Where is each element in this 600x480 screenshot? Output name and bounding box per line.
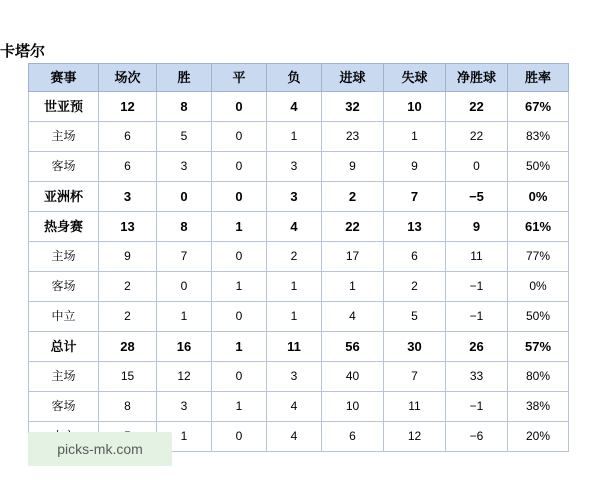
table-row	[29, 92, 569, 122]
column-header-goals-against: 失球	[384, 64, 446, 92]
cell-goals-for: 1	[322, 272, 384, 302]
cell-goals-for: 17	[322, 242, 384, 272]
cell-goals-against: 30	[384, 332, 446, 362]
cell-goal-difference: 26	[446, 332, 508, 362]
cell-goals-against: 12	[384, 422, 446, 452]
cell-losses: 4	[267, 92, 322, 122]
cell-losses: 4	[267, 392, 322, 422]
table-row	[29, 302, 569, 332]
column-header-competition: 赛事	[29, 64, 99, 92]
cell-wins: 7	[157, 242, 212, 272]
cell-goals-against: 7	[384, 362, 446, 392]
watermark	[28, 432, 172, 466]
column-header-matches: 场次	[99, 64, 157, 92]
cell-wins: 1	[157, 422, 212, 452]
cell-goal-difference: 33	[446, 362, 508, 392]
cell-win-rate: 83%	[508, 122, 569, 152]
column-header-goal-difference: 净胜球	[446, 64, 508, 92]
row-label: 客场	[29, 272, 99, 302]
row-label: 亚洲杯	[29, 182, 99, 212]
cell-wins: 5	[157, 122, 212, 152]
cell-win-rate: 0%	[508, 272, 569, 302]
cell-win-rate: 50%	[508, 302, 569, 332]
cell-goals-against: 9	[384, 152, 446, 182]
stats-table-container	[28, 63, 568, 452]
cell-goals-for: 32	[322, 92, 384, 122]
cell-losses: 4	[267, 422, 322, 452]
column-header-losses: 负	[267, 64, 322, 92]
cell-matches: 12	[99, 92, 157, 122]
cell-win-rate: 67%	[508, 92, 569, 122]
cell-goals-for: 23	[322, 122, 384, 152]
cell-matches: 15	[99, 362, 157, 392]
cell-wins: 0	[157, 182, 212, 212]
cell-matches: 3	[99, 182, 157, 212]
cell-matches: 6	[99, 152, 157, 182]
cell-goal-difference: −5	[446, 182, 508, 212]
table-body	[29, 92, 569, 452]
cell-goals-against: 6	[384, 242, 446, 272]
cell-draws: 0	[212, 152, 267, 182]
column-header-wins: 胜	[157, 64, 212, 92]
cell-goal-difference: −1	[446, 302, 508, 332]
header-row	[29, 64, 569, 92]
cell-wins: 3	[157, 392, 212, 422]
cell-losses: 3	[267, 362, 322, 392]
cell-goals-against: 10	[384, 92, 446, 122]
cell-goals-against: 11	[384, 392, 446, 422]
cell-losses: 3	[267, 182, 322, 212]
table-row	[29, 272, 569, 302]
cell-goals-for: 40	[322, 362, 384, 392]
row-label: 世亚预	[29, 92, 99, 122]
cell-goals-for: 10	[322, 392, 384, 422]
table-row	[29, 122, 569, 152]
cell-wins: 0	[157, 272, 212, 302]
cell-goal-difference: 0	[446, 152, 508, 182]
cell-matches: 2	[99, 302, 157, 332]
row-label: 主场	[29, 362, 99, 392]
cell-goals-against: 7	[384, 182, 446, 212]
cell-matches: 13	[99, 212, 157, 242]
cell-wins: 1	[157, 302, 212, 332]
cell-draws: 0	[212, 242, 267, 272]
cell-goal-difference: 22	[446, 92, 508, 122]
cell-wins: 12	[157, 362, 212, 392]
cell-goals-for: 56	[322, 332, 384, 362]
cell-goals-for: 4	[322, 302, 384, 332]
cell-win-rate: 0%	[508, 182, 569, 212]
table-header	[29, 64, 569, 92]
cell-goal-difference: 11	[446, 242, 508, 272]
cell-win-rate: 38%	[508, 392, 569, 422]
row-label: 主场	[29, 242, 99, 272]
table-row	[29, 212, 569, 242]
column-header-goals-for: 进球	[322, 64, 384, 92]
cell-draws: 0	[212, 302, 267, 332]
cell-draws: 1	[212, 212, 267, 242]
cell-win-rate: 61%	[508, 212, 569, 242]
cell-draws: 0	[212, 182, 267, 212]
stats-table	[28, 63, 569, 452]
cell-matches: 9	[99, 242, 157, 272]
cell-win-rate: 57%	[508, 332, 569, 362]
cell-wins: 16	[157, 332, 212, 362]
cell-goals-against: 1	[384, 122, 446, 152]
table-row	[29, 152, 569, 182]
cell-goals-for: 22	[322, 212, 384, 242]
table-row	[29, 242, 569, 272]
cell-losses: 11	[267, 332, 322, 362]
cell-goal-difference: −1	[446, 392, 508, 422]
cell-goal-difference: −6	[446, 422, 508, 452]
cell-goal-difference: −1	[446, 272, 508, 302]
cell-losses: 4	[267, 212, 322, 242]
page-title: 卡塔尔	[0, 43, 46, 60]
cell-win-rate: 50%	[508, 152, 569, 182]
cell-draws: 0	[212, 362, 267, 392]
row-label: 客场	[29, 392, 99, 422]
cell-draws: 1	[212, 272, 267, 302]
row-label: 客场	[29, 152, 99, 182]
cell-wins: 8	[157, 92, 212, 122]
row-label: 中立	[29, 302, 99, 332]
cell-losses: 1	[267, 122, 322, 152]
cell-wins: 3	[157, 152, 212, 182]
cell-goals-for: 2	[322, 182, 384, 212]
cell-draws: 0	[212, 92, 267, 122]
cell-win-rate: 77%	[508, 242, 569, 272]
table-row	[29, 392, 569, 422]
cell-win-rate: 80%	[508, 362, 569, 392]
table-row	[29, 332, 569, 362]
cell-goals-against: 13	[384, 212, 446, 242]
cell-matches: 8	[99, 392, 157, 422]
cell-goals-for: 6	[322, 422, 384, 452]
row-label: 总计	[29, 332, 99, 362]
cell-goal-difference: 9	[446, 212, 508, 242]
row-label: 热身赛	[29, 212, 99, 242]
cell-draws: 0	[212, 122, 267, 152]
cell-losses: 3	[267, 152, 322, 182]
row-label: 主场	[29, 122, 99, 152]
cell-wins: 8	[157, 212, 212, 242]
cell-draws: 0	[212, 422, 267, 452]
cell-goals-against: 5	[384, 302, 446, 332]
watermark-text: picks-mk.com	[57, 441, 143, 457]
cell-goal-difference: 22	[446, 122, 508, 152]
cell-goals-for: 9	[322, 152, 384, 182]
column-header-win-rate: 胜率	[508, 64, 569, 92]
cell-draws: 1	[212, 392, 267, 422]
table-row	[29, 362, 569, 392]
cell-goals-against: 2	[384, 272, 446, 302]
cell-matches: 2	[99, 272, 157, 302]
cell-losses: 1	[267, 272, 322, 302]
cell-losses: 1	[267, 302, 322, 332]
cell-matches: 6	[99, 122, 157, 152]
cell-win-rate: 20%	[508, 422, 569, 452]
cell-draws: 1	[212, 332, 267, 362]
cell-losses: 2	[267, 242, 322, 272]
column-header-draws: 平	[212, 64, 267, 92]
cell-matches: 28	[99, 332, 157, 362]
table-row	[29, 182, 569, 212]
